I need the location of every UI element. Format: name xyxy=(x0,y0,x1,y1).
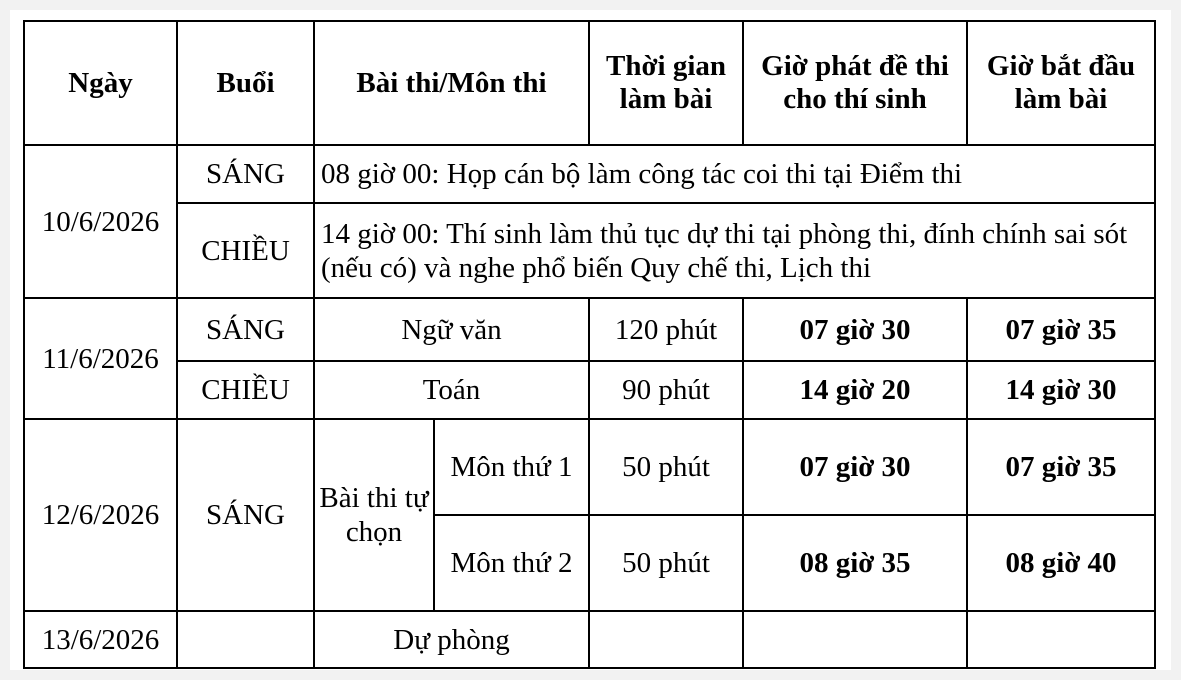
start-time-cell: 07 giờ 35 xyxy=(967,419,1155,515)
duration-cell: 90 phút xyxy=(589,361,743,419)
start-time-cell: 07 giờ 35 xyxy=(967,298,1155,361)
session-cell: CHIỀU xyxy=(177,361,314,419)
note-cell: 14 giờ 00: Thí sinh làm thủ tục dự thi tại phòng thi, đính chính sai sót (nếu có) và nghe phổ biến Quy chế thi, Lịch thi xyxy=(314,203,1155,298)
subject-cell: Ngữ văn xyxy=(314,298,589,361)
session-cell: CHIỀU xyxy=(177,203,314,298)
header-bai-thi: Bài thi/Môn thi xyxy=(314,21,589,145)
elective-group-cell: Bài thi tự chọn xyxy=(314,419,434,611)
header-ngay: Ngày xyxy=(24,21,177,145)
table-row xyxy=(24,298,1155,361)
header-gio-phat-de: Giờ phát đề thi cho thí sinh xyxy=(743,21,967,145)
session-cell xyxy=(177,611,314,668)
subject-cell: Dự phòng xyxy=(314,611,589,668)
distribute-time-cell: 07 giờ 30 xyxy=(743,298,967,361)
distribute-time-cell: 14 giờ 20 xyxy=(743,361,967,419)
table-row xyxy=(24,361,1155,419)
table-row xyxy=(24,419,1155,515)
header-gio-bat-dau: Giờ bắt đầu làm bài xyxy=(967,21,1155,145)
date-cell: 13/6/2026 xyxy=(24,611,177,668)
header-row xyxy=(24,21,1155,145)
session-cell: SÁNG xyxy=(177,419,314,611)
subject-cell: Môn thứ 1 xyxy=(434,419,589,515)
start-time-cell xyxy=(967,611,1155,668)
duration-cell: 50 phút xyxy=(589,419,743,515)
subject-cell: Toán xyxy=(314,361,589,419)
exam-schedule-table xyxy=(23,20,1156,669)
duration-cell: 50 phút xyxy=(589,515,743,611)
subject-cell: Môn thứ 2 xyxy=(434,515,589,611)
header-thoi-gian: Thời gian làm bài xyxy=(589,21,743,145)
start-time-cell: 14 giờ 30 xyxy=(967,361,1155,419)
session-cell: SÁNG xyxy=(177,298,314,361)
note-cell: 08 giờ 00: Họp cán bộ làm công tác coi thi tại Điểm thi xyxy=(314,145,1155,203)
date-cell: 12/6/2026 xyxy=(24,419,177,611)
distribute-time-cell: 07 giờ 30 xyxy=(743,419,967,515)
header-buoi: Buổi xyxy=(177,21,314,145)
start-time-cell: 08 giờ 40 xyxy=(967,515,1155,611)
table-row xyxy=(24,203,1155,298)
date-cell: 10/6/2026 xyxy=(24,145,177,298)
duration-cell: 120 phút xyxy=(589,298,743,361)
duration-cell xyxy=(589,611,743,668)
table-row xyxy=(24,145,1155,203)
date-cell: 11/6/2026 xyxy=(24,298,177,419)
distribute-time-cell xyxy=(743,611,967,668)
distribute-time-cell: 08 giờ 35 xyxy=(743,515,967,611)
table-row xyxy=(24,611,1155,668)
session-cell: SÁNG xyxy=(177,145,314,203)
